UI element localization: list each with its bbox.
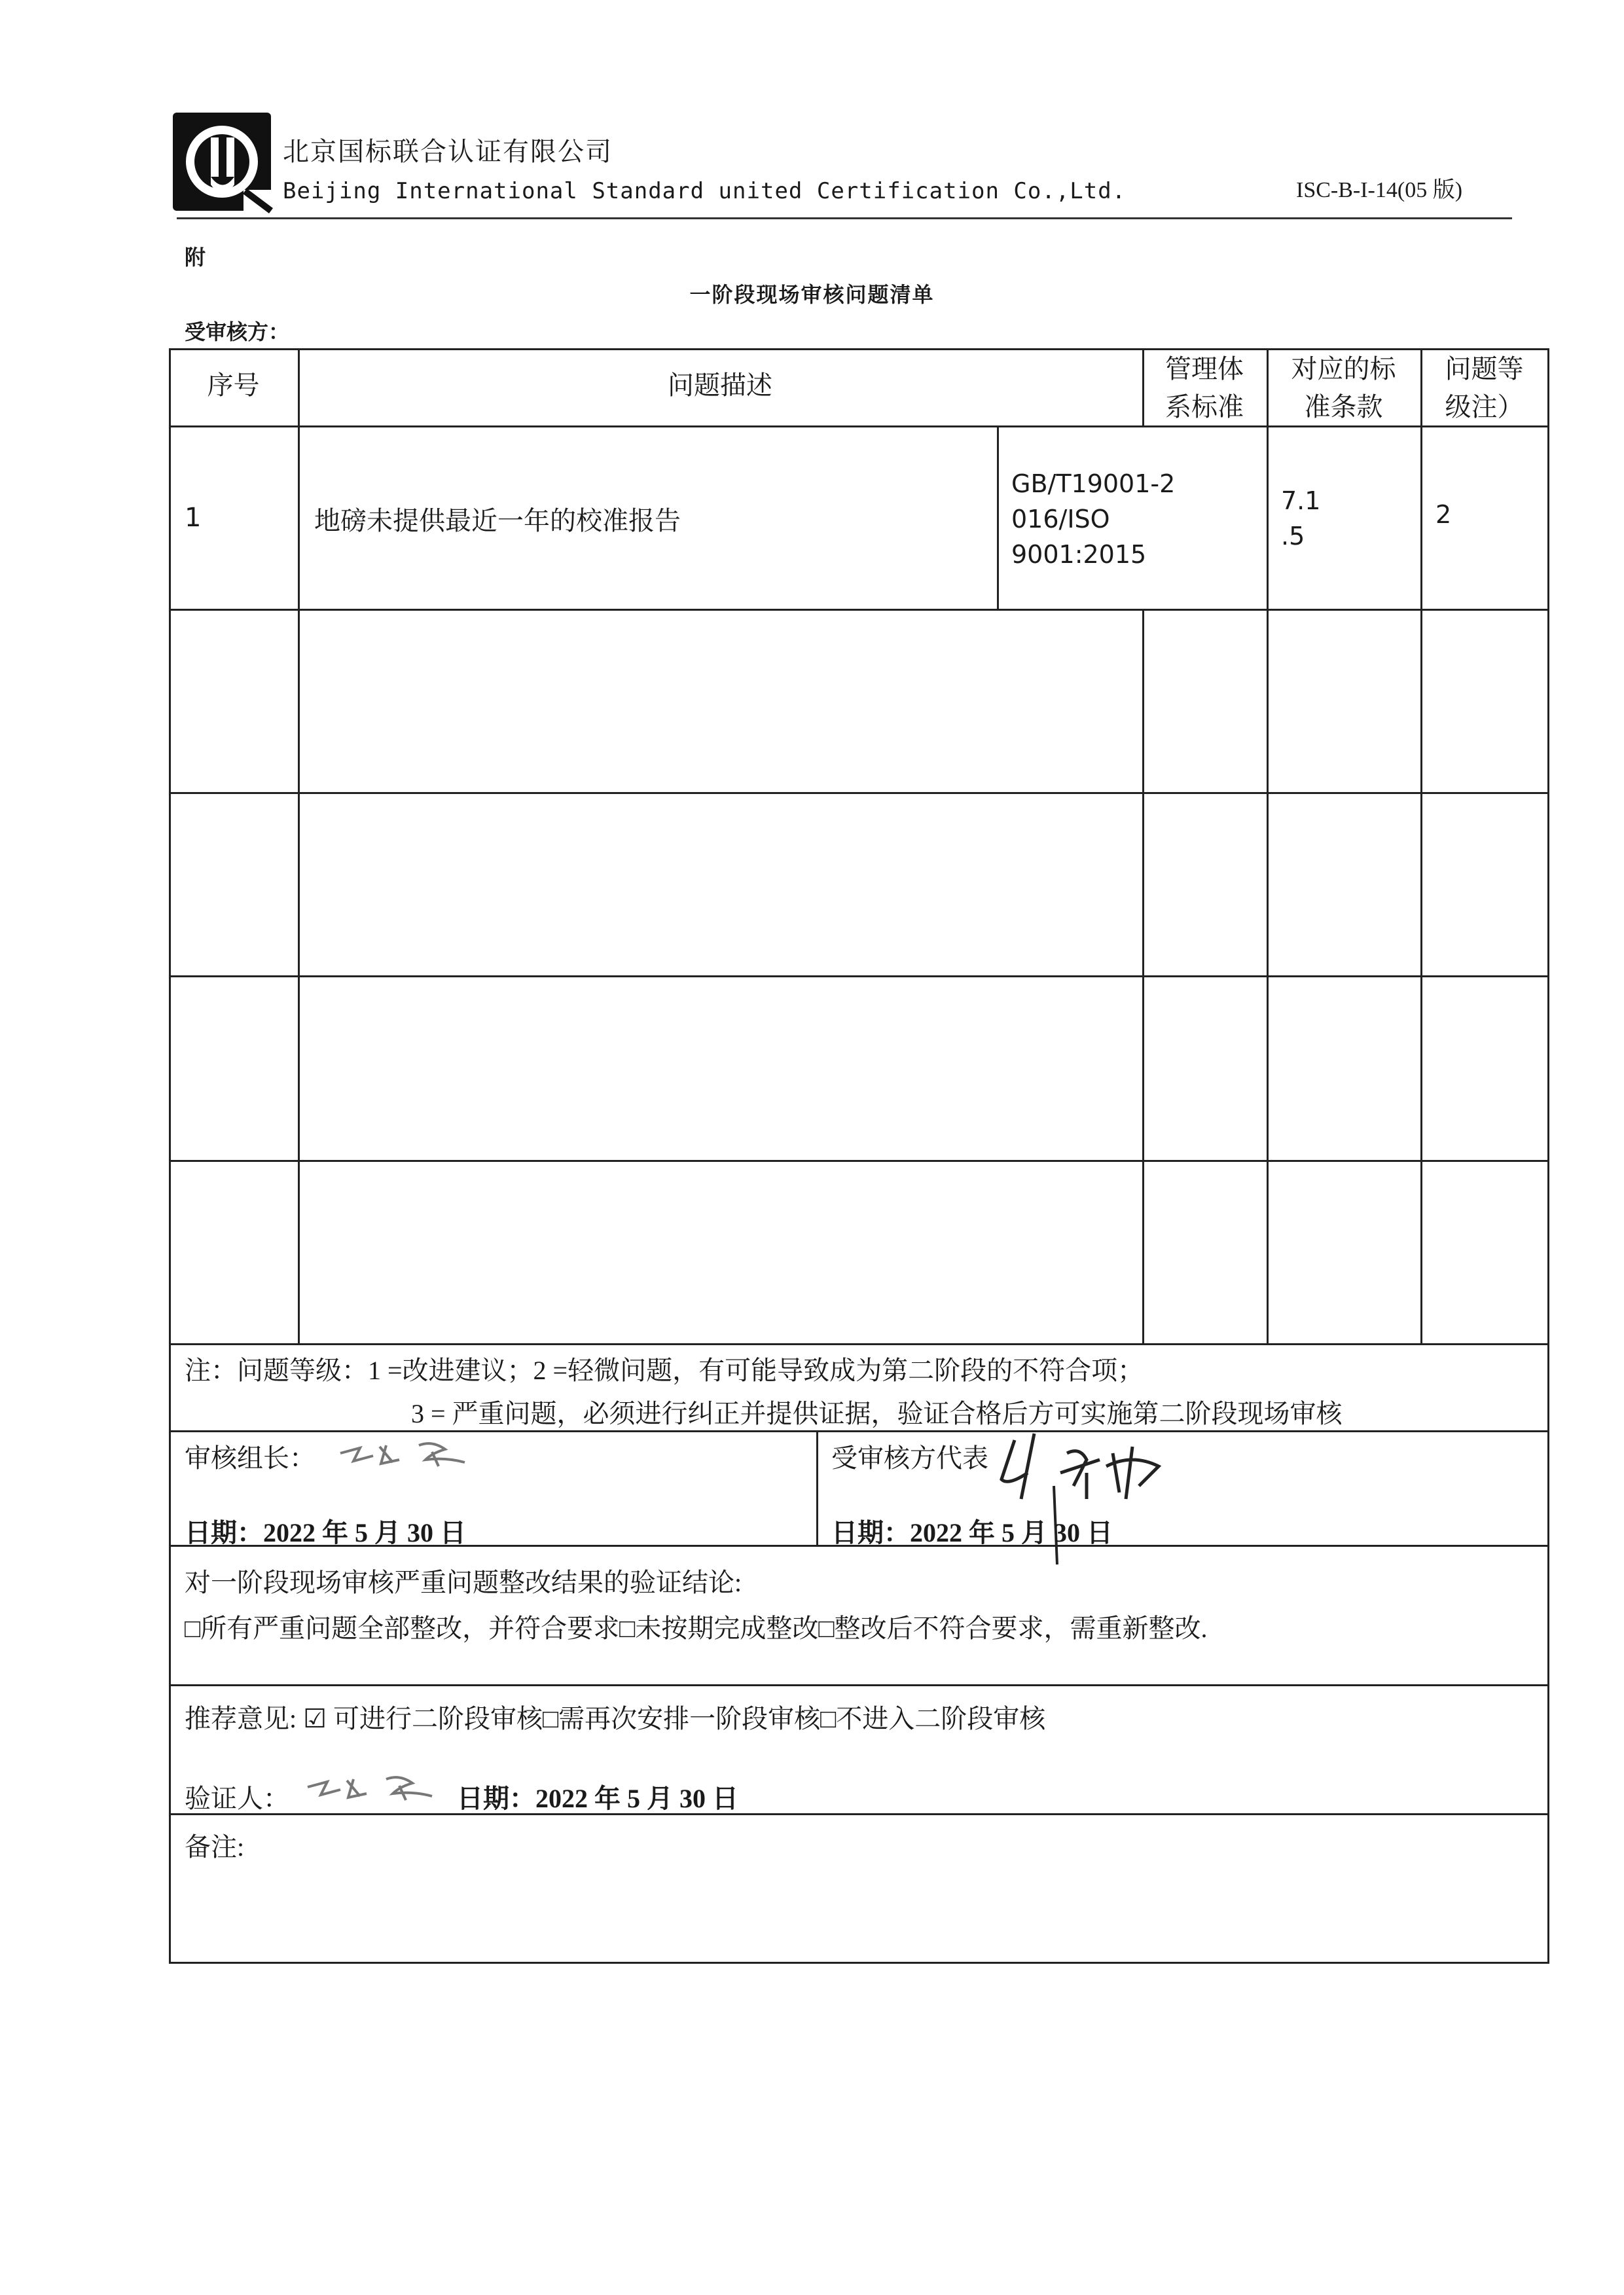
- header-grade: 问题等 级注）: [1445, 354, 1524, 422]
- auditee-rep-date: 日期：2022 年 5 月 30 日: [831, 1518, 1113, 1547]
- audit-leader-signature: [334, 1434, 484, 1473]
- remarks-label: 备注:: [185, 1832, 245, 1862]
- row1-grade: 2: [1435, 500, 1452, 529]
- auditee-rep-label: 受审核方代表: [831, 1443, 988, 1473]
- company-logo: [171, 111, 276, 216]
- header-divider: [177, 217, 1512, 219]
- auditee-label: 受审核方：: [185, 319, 290, 344]
- verification-options: □所有严重问题全部整改，并符合要求□未按期完成整改□整改后不符合要求，需重新整改.: [185, 1614, 1208, 1643]
- appendix-label: 附: [185, 245, 206, 270]
- verification-date: 日期：2022 年 5 月 30 日: [457, 1784, 738, 1813]
- verification-heading: 对一阶段现场审核严重问题整改结果的验证结论:: [185, 1568, 742, 1597]
- verifier-signature: [301, 1767, 452, 1807]
- recommendation: 推荐意见: ☑ 可进行二阶段审核□需再次安排一阶段审核□不进入二阶段审核: [185, 1704, 1046, 1733]
- verifier-label: 验证人：: [185, 1784, 289, 1813]
- audit-leader-label: 审核组长：: [185, 1443, 316, 1473]
- company-name-en: Beijing International Standard united Certification Co.,Ltd.: [283, 178, 1127, 204]
- row1-standard: GB/T19001-2 016/ISO 9001:2015: [1011, 469, 1176, 569]
- header-description: 问题描述: [668, 370, 772, 401]
- audit-leader-date: 日期：2022 年 5 月 30 日: [185, 1518, 466, 1547]
- grade-note-line1: 注：问题等级：1 =改进建议；2 =轻微问题，有可能导致成为第二阶段的不符合项；: [185, 1356, 1144, 1385]
- document-title: 一阶段现场审核问题清单: [689, 282, 935, 307]
- row1-clause: 7.1 .5: [1281, 486, 1321, 551]
- header-standard: 管理体 系标准: [1165, 354, 1244, 422]
- grade-note-line2: 3 = 严重问题，必须进行纠正并提供证据，验证合格后方可实施第二阶段现场审核: [411, 1399, 1343, 1428]
- row1-description: 地磅未提供最近一年的校准报告: [314, 506, 681, 536]
- header-clause: 对应的标 准条款: [1291, 354, 1396, 422]
- row1-seq: 1: [185, 503, 202, 533]
- form-code: ISC-B-I-14(05 版): [1296, 178, 1463, 202]
- header-seq: 序号: [207, 370, 260, 401]
- company-name-cn: 北京国标联合认证有限公司: [283, 137, 613, 167]
